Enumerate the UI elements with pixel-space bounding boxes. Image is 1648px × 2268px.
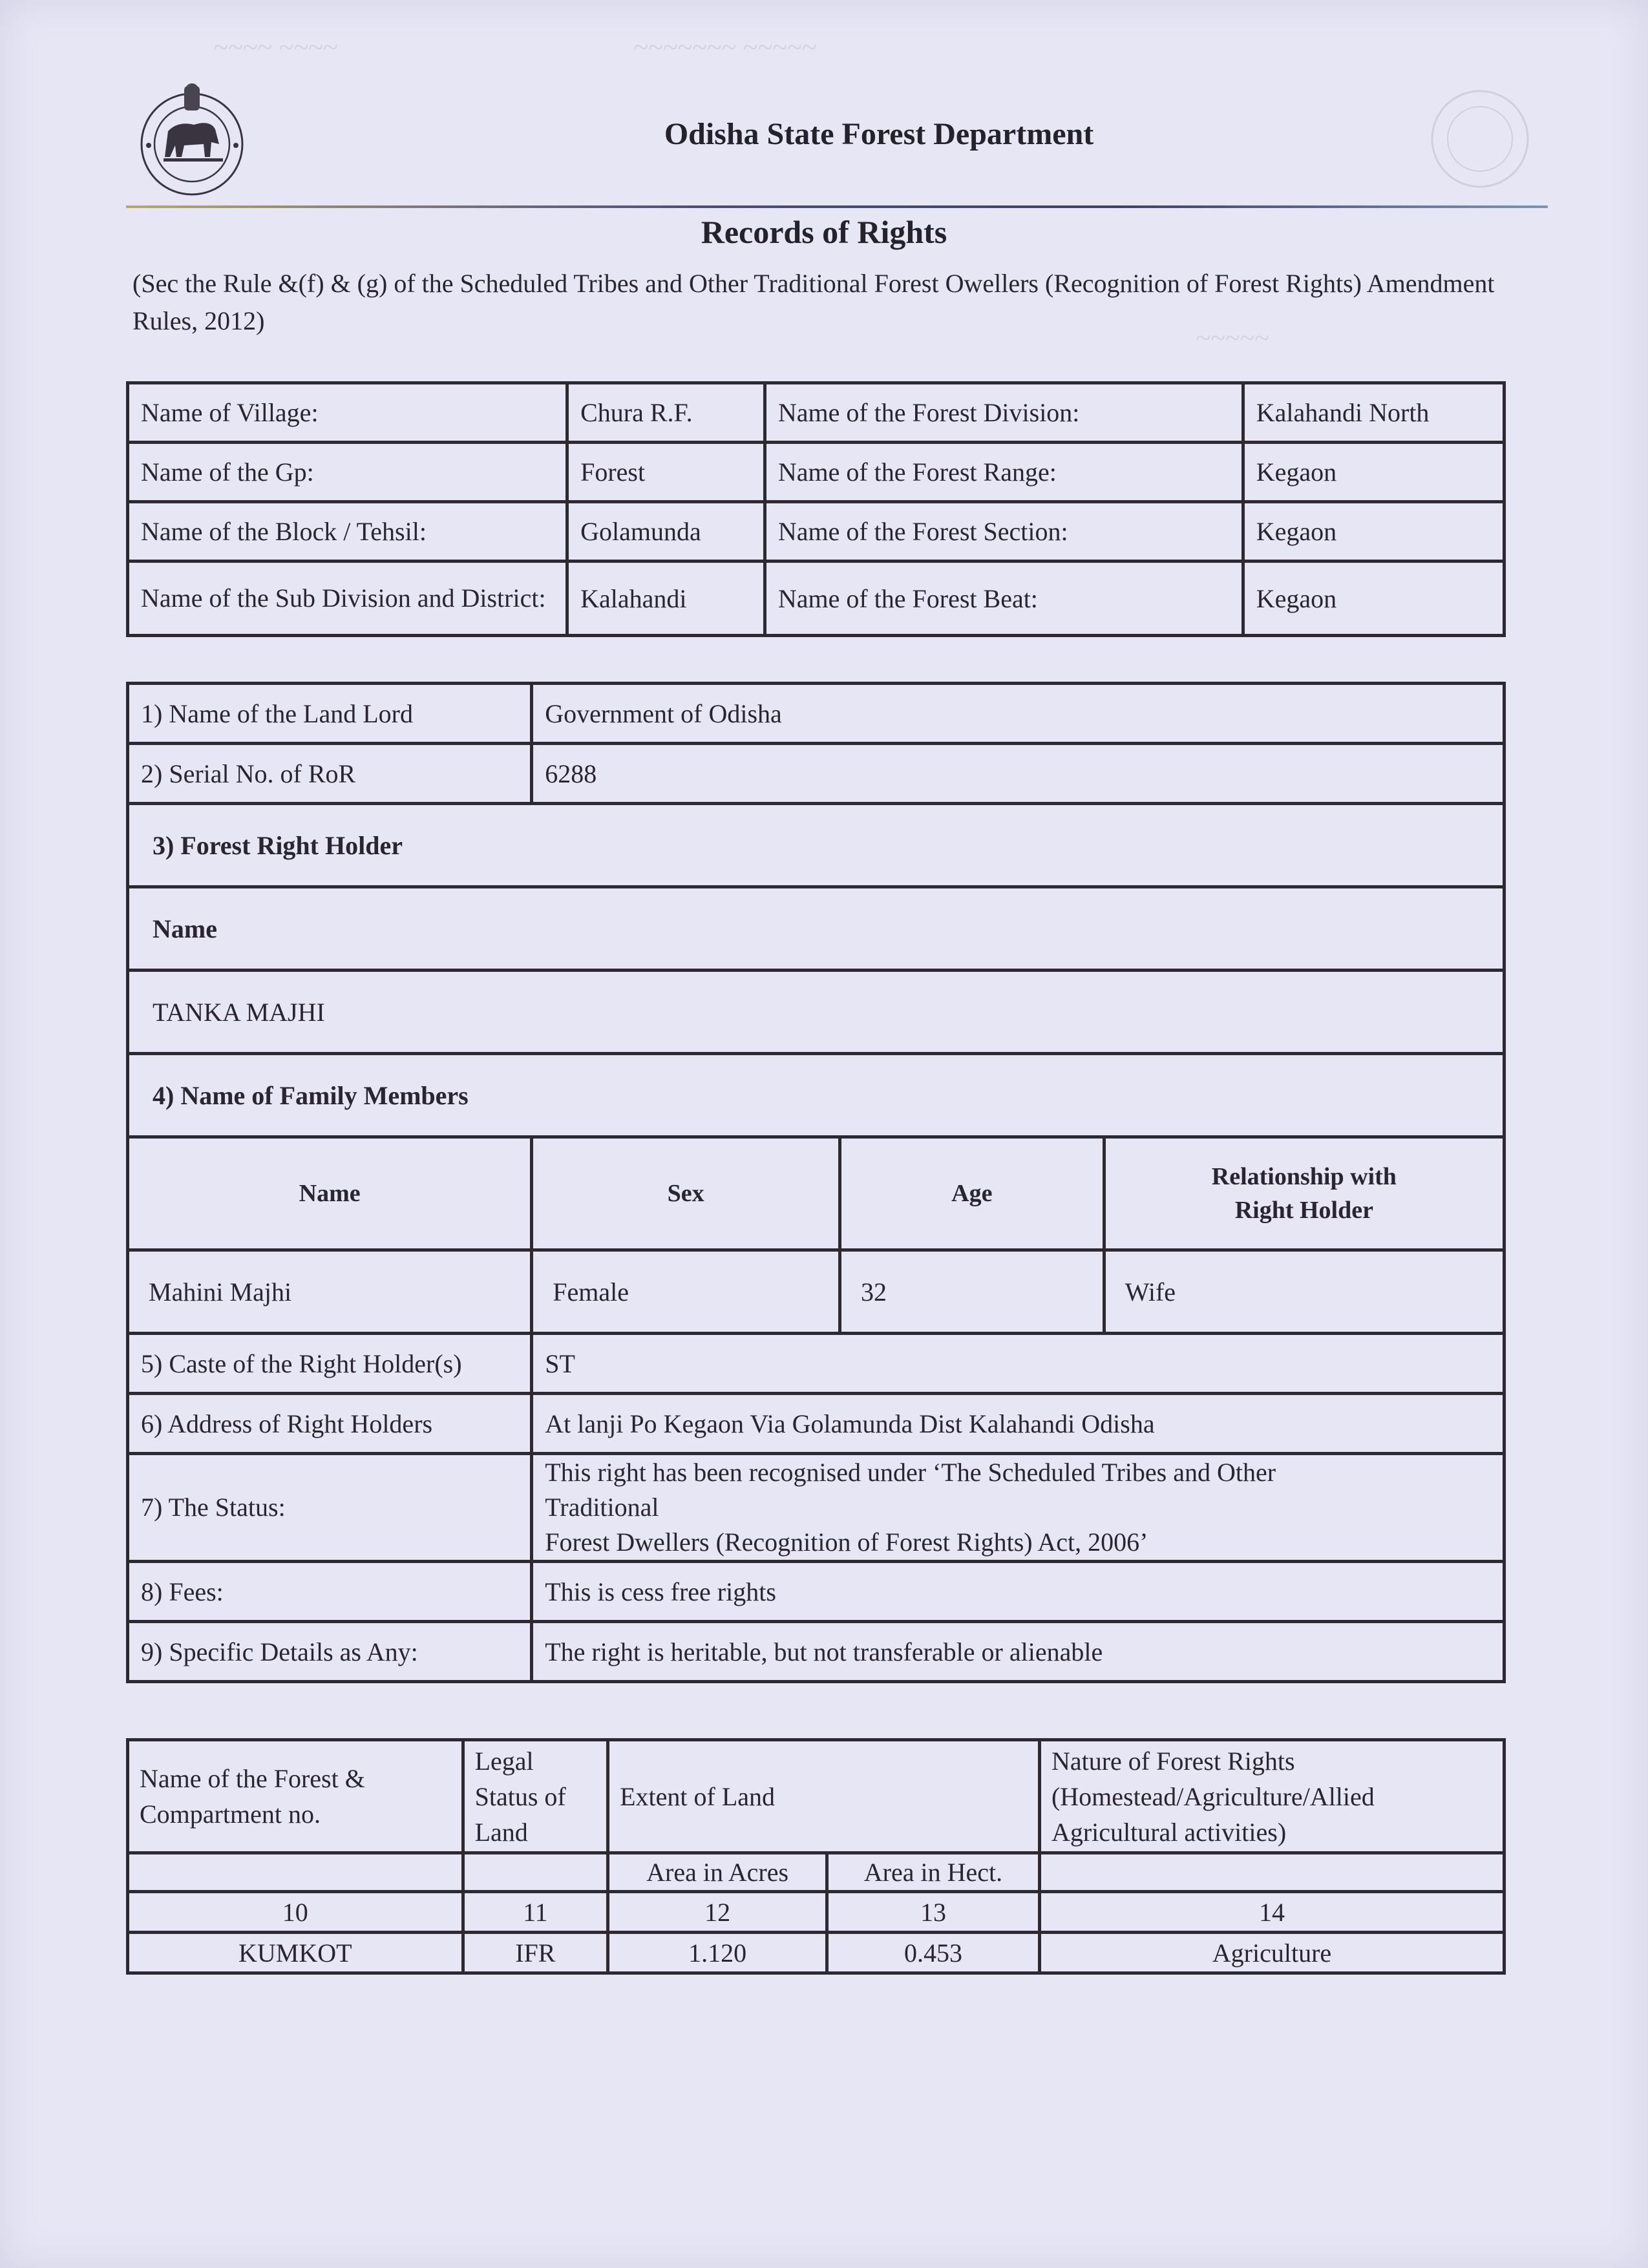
specific-details-value: The right is heritable, but not transferable or alienable: [532, 1622, 1505, 1682]
family-member-relationship: Wife: [1104, 1250, 1504, 1334]
gp-value: Forest: [567, 443, 765, 502]
status-value: [532, 1454, 1505, 1562]
subdivision-label: Name of the Sub Division and District:: [128, 562, 567, 636]
location-table: [126, 381, 1506, 637]
caste-value: ST: [532, 1334, 1505, 1394]
table-row: [128, 1454, 1505, 1562]
table-row: [128, 744, 1505, 804]
forest-division-label: Name of the Forest Division:: [765, 383, 1243, 443]
address-value: At lanji Po Kegaon Via Golamunda Dist Kalahandi Odisha: [532, 1394, 1505, 1454]
table-row: [128, 887, 1505, 971]
rights-details-table: [126, 682, 1506, 1683]
table-row: [128, 1853, 1505, 1892]
table-row: [128, 1562, 1505, 1622]
table-row: [128, 443, 1505, 502]
table-row: [128, 804, 1505, 887]
table-row: [128, 1740, 1505, 1853]
family-member-name: Mahini Majhi: [128, 1250, 532, 1334]
status-line: Traditional: [545, 1493, 659, 1522]
bleed-through-mark: ~~~~~~~ ~~~~~: [633, 33, 817, 63]
caste-label: 5) Caste of the Right Holder(s): [128, 1334, 532, 1394]
area-hect-value: 0.453: [827, 1933, 1040, 1973]
forest-name-value: KUMKOT: [128, 1933, 463, 1973]
legal-status-header: Legal Status of Land: [463, 1740, 608, 1853]
village-label: Name of Village:: [128, 383, 567, 443]
department-title: Odisha State Forest Department: [664, 117, 1094, 151]
forest-range-label: Name of the Forest Range:: [765, 443, 1243, 502]
table-row: [128, 1054, 1505, 1137]
forest-range-value: Kegaon: [1243, 443, 1504, 502]
family-header-age: Age: [840, 1137, 1104, 1250]
table-row: [128, 1137, 1505, 1250]
column-number: 10: [128, 1892, 463, 1933]
table-row: [128, 971, 1505, 1054]
land-table: [126, 1738, 1506, 1975]
column-number: 11: [463, 1892, 608, 1933]
subdivision-value: Kalahandi: [567, 562, 765, 636]
family-header-relationship: Relationship with Right Holder: [1104, 1137, 1504, 1250]
empty-cell: [463, 1853, 608, 1892]
column-number: 13: [827, 1892, 1040, 1933]
empty-cell: [1039, 1853, 1504, 1892]
family-header-sex: Sex: [532, 1137, 840, 1250]
rule-reference: (Sec the Rule &(f) & (g) of the Scheduled Tribes and Other Traditional Forest Owellers (Recognition of Forest Rights) Amendment Rules, 2012): [132, 269, 1495, 335]
holder-name-value: TANKA MAJHI: [128, 971, 1505, 1054]
empty-cell: [128, 1853, 463, 1892]
specific-details-label: 9) Specific Details as Any:: [128, 1622, 532, 1682]
table-row: [128, 1933, 1505, 1973]
family-member-age: 32: [840, 1250, 1104, 1334]
block-label: Name of the Block / Tehsil:: [128, 502, 567, 562]
land-lord-value: Government of Odisha: [532, 684, 1505, 744]
forest-section-label: Name of the Forest Section:: [765, 502, 1243, 562]
holder-section-heading: 3) Forest Right Holder: [128, 804, 1505, 887]
forest-name-header: Name of the Forest & Compartment no.: [128, 1740, 463, 1853]
fees-label: 8) Fees:: [128, 1562, 532, 1622]
table-row: [128, 1334, 1505, 1394]
signature-mark: ~~~~~: [1196, 324, 1269, 353]
legal-status-value: IFR: [463, 1933, 608, 1973]
forest-beat-label: Name of the Forest Beat:: [765, 562, 1243, 636]
nature-header: Nature of Forest Rights (Homestead/Agriculture/Allied Agricultural activities): [1039, 1740, 1504, 1853]
family-member-sex: Female: [532, 1250, 840, 1334]
table-row: [128, 1250, 1505, 1334]
header-divider: [126, 205, 1548, 208]
serial-label: 2) Serial No. of RoR: [128, 744, 532, 804]
forest-beat-value: Kegaon: [1243, 562, 1504, 636]
serial-value: 6288: [532, 744, 1505, 804]
gp-label: Name of the Gp:: [128, 443, 567, 502]
nature-value: Agriculture: [1039, 1933, 1504, 1973]
table-row: [128, 1892, 1505, 1933]
table-row: [128, 1622, 1505, 1682]
family-section-heading: 4) Name of Family Members: [128, 1054, 1505, 1137]
forest-section-value: Kegaon: [1243, 502, 1504, 562]
column-number: 14: [1039, 1892, 1504, 1933]
area-acres-value: 1.120: [608, 1933, 827, 1973]
table-row: [128, 383, 1505, 443]
village-value: Chura R.F.: [567, 383, 765, 443]
extent-header: Extent of Land: [608, 1740, 1040, 1853]
forest-division-value: Kalahandi North: [1243, 383, 1504, 443]
status-line: Forest Dwellers (Recognition of Forest Rights) Act, 2006’: [545, 1528, 1148, 1557]
fees-value: This is cess free rights: [532, 1562, 1505, 1622]
status-line: This right has been recognised under ‘The Scheduled Tribes and Other: [545, 1458, 1276, 1487]
holder-name-label: Name: [128, 887, 1505, 971]
land-lord-label: 1) Name of the Land Lord: [128, 684, 532, 744]
document-title: Records of Rights: [701, 214, 947, 250]
family-header-name: Name: [128, 1137, 532, 1250]
table-row: [128, 502, 1505, 562]
block-value: Golamunda: [567, 502, 765, 562]
address-label: 6) Address of Right Holders: [128, 1394, 532, 1454]
column-number: 12: [608, 1892, 827, 1933]
table-row: [128, 562, 1505, 636]
table-row: [128, 684, 1505, 744]
area-hect-header: Area in Hect.: [827, 1853, 1040, 1892]
status-label: 7) The Status:: [128, 1454, 532, 1562]
area-acres-header: Area in Acres: [608, 1853, 827, 1892]
bleed-through-mark: ~~~~ ~~~~: [213, 33, 338, 63]
table-row: [128, 1394, 1505, 1454]
